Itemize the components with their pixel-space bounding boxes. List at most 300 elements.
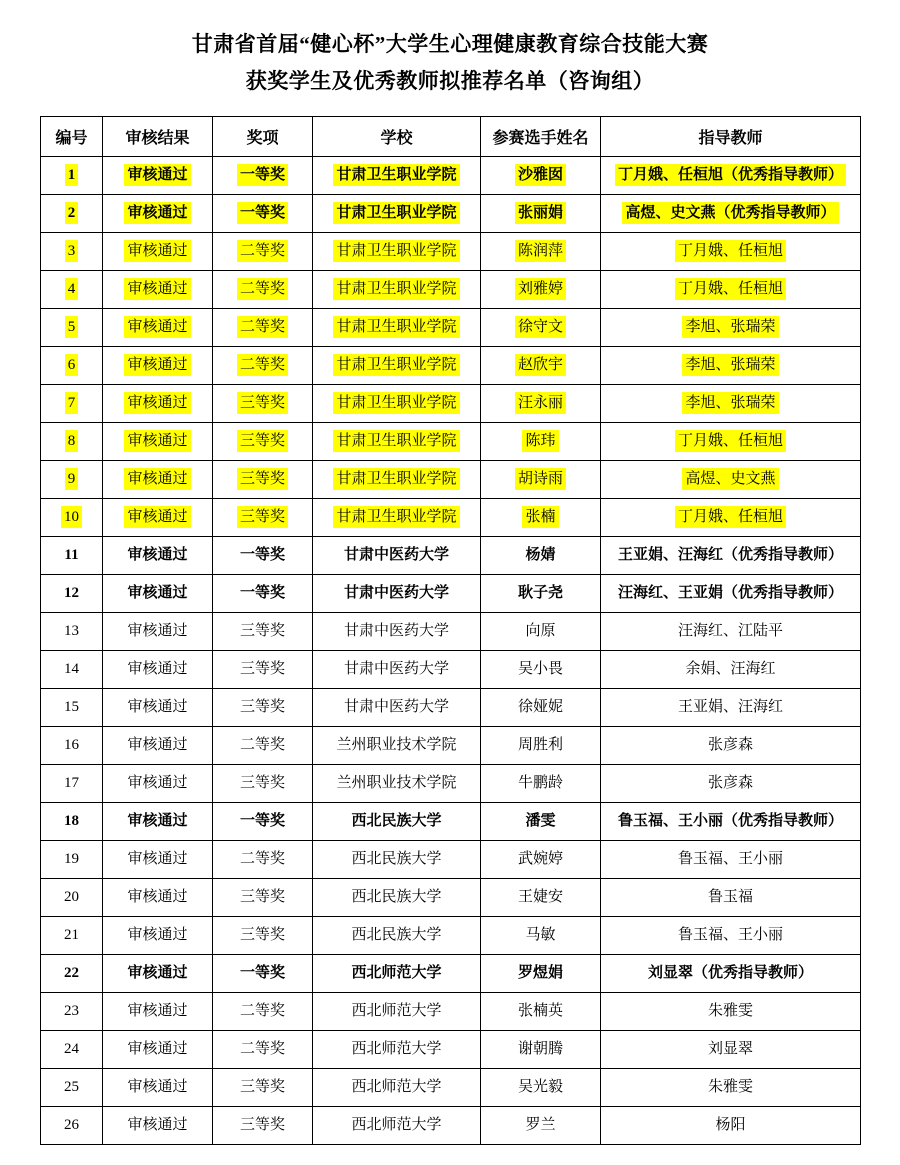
cell-teacher-text: 丁月娥、任桓旭: [675, 430, 786, 452]
cell-id: [41, 574, 103, 612]
cell-student-text: 张楠英: [517, 1002, 563, 1019]
cell-student-text: 罗煜娟: [517, 964, 563, 981]
table-header: [41, 116, 861, 156]
cell-school-text: 甘肃卫生职业学院: [333, 278, 459, 300]
table-row: [41, 574, 861, 612]
cell-teacher: [601, 954, 861, 992]
cell-school: [313, 612, 481, 650]
table-row: [41, 1030, 861, 1068]
cell-teacher: [601, 1068, 861, 1106]
cell-student-text: 向原: [525, 622, 556, 639]
cell-id: [41, 726, 103, 764]
cell-id: [41, 1030, 103, 1068]
cell-teacher: [601, 536, 861, 574]
cell-school-text: 西北民族大学: [351, 850, 442, 867]
table-row: [41, 764, 861, 802]
cell-award: [213, 726, 313, 764]
cell-teacher-text: 丁月娥、任桓旭（优秀指导教师）: [615, 164, 846, 186]
cell-school: [313, 308, 481, 346]
cell-teacher: [601, 878, 861, 916]
cell-award-text: 二等奖: [239, 1040, 285, 1057]
cell-teacher: [601, 232, 861, 270]
cell-id: [41, 270, 103, 308]
cell-school: [313, 422, 481, 460]
table-row: [41, 612, 861, 650]
column-header-id: 编号: [41, 116, 103, 156]
cell-audit-text: 审核通过: [124, 278, 190, 300]
cell-school-text: 西北民族大学: [351, 812, 442, 829]
cell-student-text: 杨婧: [525, 546, 556, 563]
cell-award-text: 三等奖: [237, 392, 288, 414]
cell-award: [213, 498, 313, 536]
cell-audit-text: 审核通过: [127, 926, 188, 943]
cell-student-text: 耿子尧: [517, 584, 563, 601]
cell-award-text: 三等奖: [237, 430, 288, 452]
cell-id-text: 9: [65, 468, 79, 490]
cell-id-text: 2: [65, 202, 79, 224]
cell-student: [481, 878, 601, 916]
cell-school-text: 西北师范大学: [351, 1002, 442, 1019]
document-title: [40, 26, 860, 100]
cell-award: [213, 422, 313, 460]
cell-teacher: [601, 194, 861, 232]
cell-teacher: [601, 1030, 861, 1068]
cell-student: [481, 1068, 601, 1106]
cell-teacher-text: 鲁玉福: [707, 888, 753, 905]
cell-teacher-text: 汪海红、江陆平: [677, 622, 783, 639]
table-row: [41, 156, 861, 194]
cell-audit: [103, 156, 213, 194]
cell-award: [213, 764, 313, 802]
cell-student: [481, 346, 601, 384]
cell-audit-text: 审核通过: [127, 1078, 188, 1095]
cell-student: [481, 270, 601, 308]
cell-audit: [103, 1030, 213, 1068]
cell-student-text: 赵欣宇: [515, 354, 566, 376]
cell-student: [481, 156, 601, 194]
cell-student: [481, 650, 601, 688]
cell-id-text: 4: [65, 278, 79, 300]
cell-award-text: 一等奖: [239, 546, 285, 563]
cell-id: [41, 156, 103, 194]
cell-id: [41, 840, 103, 878]
cell-award-text: 三等奖: [239, 698, 285, 715]
cell-student: [481, 840, 601, 878]
table-row: [41, 422, 861, 460]
cell-teacher-text: 张彦森: [707, 774, 753, 791]
cell-teacher-text: 李旭、张瑞荣: [682, 354, 778, 376]
cell-award-text: 三等奖: [239, 926, 285, 943]
cell-student-text: 陈玮: [522, 430, 558, 452]
cell-award: [213, 992, 313, 1030]
cell-audit-text: 审核通过: [124, 202, 190, 224]
cell-id: [41, 460, 103, 498]
cell-audit: [103, 688, 213, 726]
cell-audit: [103, 650, 213, 688]
cell-award-text: 三等奖: [239, 622, 285, 639]
cell-student: [481, 308, 601, 346]
cell-student-text: 武婉婷: [517, 850, 563, 867]
cell-teacher-text: 高煜、史文燕: [682, 468, 778, 490]
cell-id-text: 16: [64, 736, 79, 753]
cell-teacher-text: 鲁玉福、王小丽: [677, 850, 783, 867]
cell-school: [313, 574, 481, 612]
cell-audit-text: 审核通过: [124, 316, 190, 338]
cell-student-text: 刘雅婷: [515, 278, 566, 300]
cell-school-text: 甘肃卫生职业学院: [333, 354, 459, 376]
cell-student: [481, 954, 601, 992]
cell-student: [481, 498, 601, 536]
cell-audit: [103, 574, 213, 612]
cell-school-text: 甘肃卫生职业学院: [333, 506, 459, 528]
cell-id-text: 14: [64, 660, 79, 677]
title-line-1: 甘肃省首届“健心杯”大学生心理健康教育综合技能大赛: [191, 32, 709, 56]
cell-school-text: 甘肃中医药大学: [343, 584, 449, 601]
cell-award: [213, 650, 313, 688]
cell-audit-text: 审核通过: [124, 392, 190, 414]
cell-award-text: 一等奖: [239, 812, 285, 829]
cell-id-text: 19: [64, 850, 79, 867]
cell-id-text: 15: [64, 698, 79, 715]
cell-student: [481, 726, 601, 764]
cell-student-text: 罗兰: [525, 1116, 556, 1133]
cell-student-text: 吴光毅: [517, 1078, 563, 1095]
cell-school-text: 西北师范大学: [351, 964, 442, 981]
cell-id: [41, 802, 103, 840]
cell-teacher-text: 杨阳: [715, 1116, 746, 1133]
cell-audit-text: 审核通过: [127, 1002, 188, 1019]
cell-school-text: 西北民族大学: [351, 926, 442, 943]
cell-award: [213, 574, 313, 612]
cell-teacher-text: 王亚娟、汪海红（优秀指导教师）: [617, 546, 843, 563]
cell-student-text: 谢朝腾: [517, 1040, 563, 1057]
cell-teacher: [601, 764, 861, 802]
table-row: [41, 1068, 861, 1106]
cell-id-text: 8: [65, 430, 79, 452]
table-row: [41, 384, 861, 422]
cell-student: [481, 232, 601, 270]
cell-award: [213, 878, 313, 916]
cell-audit: [103, 802, 213, 840]
cell-school: [313, 384, 481, 422]
cell-student: [481, 460, 601, 498]
cell-audit-text: 审核通过: [127, 1116, 188, 1133]
cell-id-text: 18: [64, 812, 79, 829]
cell-school-text: 西北民族大学: [351, 888, 442, 905]
cell-teacher: [601, 612, 861, 650]
cell-award: [213, 916, 313, 954]
cell-teacher-text: 丁月娥、任桓旭: [675, 240, 786, 262]
cell-school: [313, 764, 481, 802]
cell-audit: [103, 878, 213, 916]
column-header-student: 参赛选手姓名: [481, 116, 601, 156]
cell-teacher: [601, 726, 861, 764]
cell-audit-text: 审核通过: [127, 584, 188, 601]
cell-teacher: [601, 460, 861, 498]
cell-teacher-text: 朱雅雯: [707, 1002, 753, 1019]
cell-student: [481, 194, 601, 232]
cell-student-text: 吴小畏: [517, 660, 563, 677]
cell-id-text: 11: [64, 546, 79, 563]
cell-award-text: 一等奖: [239, 584, 285, 601]
cell-id: [41, 1068, 103, 1106]
cell-school-text: 甘肃中医药大学: [343, 622, 449, 639]
table-row: [41, 650, 861, 688]
cell-teacher-text: 鲁玉福、王小丽: [677, 926, 783, 943]
cell-audit-text: 审核通过: [124, 164, 190, 186]
cell-teacher-text: 余娟、汪海红: [685, 660, 776, 677]
table-row: [41, 802, 861, 840]
cell-audit-text: 审核通过: [127, 1040, 188, 1057]
cell-award: [213, 384, 313, 422]
cell-school: [313, 156, 481, 194]
cell-audit-text: 审核通过: [127, 850, 188, 867]
cell-id: [41, 1106, 103, 1144]
cell-audit: [103, 460, 213, 498]
cell-school-text: 甘肃中医药大学: [343, 698, 449, 715]
table-row: [41, 878, 861, 916]
cell-teacher: [601, 156, 861, 194]
cell-id: [41, 992, 103, 1030]
cell-id: [41, 232, 103, 270]
cell-award: [213, 840, 313, 878]
cell-id: [41, 954, 103, 992]
cell-student-text: 胡诗雨: [515, 468, 566, 490]
cell-award-text: 三等奖: [237, 506, 288, 528]
cell-award-text: 一等奖: [237, 164, 288, 186]
cell-award: [213, 232, 313, 270]
cell-student-text: 陈润萍: [515, 240, 566, 262]
cell-award-text: 三等奖: [239, 888, 285, 905]
cell-student: [481, 536, 601, 574]
cell-award-text: 二等奖: [239, 850, 285, 867]
table-row: [41, 194, 861, 232]
cell-award: [213, 802, 313, 840]
cell-student-text: 沙雅囡: [515, 164, 566, 186]
cell-award: [213, 536, 313, 574]
cell-teacher: [601, 802, 861, 840]
column-header-teacher: 指导教师: [601, 116, 861, 156]
cell-teacher: [601, 840, 861, 878]
cell-school: [313, 460, 481, 498]
cell-award: [213, 270, 313, 308]
cell-id-text: 13: [64, 622, 79, 639]
cell-award-text: 二等奖: [237, 240, 288, 262]
cell-teacher-text: 汪海红、王亚娟（优秀指导教师）: [617, 584, 843, 601]
cell-teacher: [601, 270, 861, 308]
cell-student-text: 汪永丽: [515, 392, 566, 414]
cell-teacher-text: 高煜、史文燕（优秀指导教师）: [622, 202, 838, 224]
cell-school-text: 甘肃中医药大学: [343, 546, 449, 563]
cell-teacher: [601, 574, 861, 612]
cell-school: [313, 270, 481, 308]
table-row: [41, 498, 861, 536]
cell-id-text: 26: [64, 1116, 79, 1133]
cell-award: [213, 1068, 313, 1106]
cell-student-text: 徐娅妮: [517, 698, 563, 715]
cell-student: [481, 574, 601, 612]
cell-student-text: 张楠: [522, 506, 558, 528]
cell-school: [313, 954, 481, 992]
cell-audit-text: 审核通过: [127, 774, 188, 791]
cell-student: [481, 992, 601, 1030]
cell-teacher-text: 张彦森: [707, 736, 753, 753]
cell-teacher-text: 刘显翠: [707, 1040, 753, 1057]
table-row: [41, 954, 861, 992]
cell-teacher-text: 朱雅雯: [707, 1078, 753, 1095]
cell-id: [41, 536, 103, 574]
cell-id: [41, 612, 103, 650]
cell-audit: [103, 194, 213, 232]
table-row: [41, 232, 861, 270]
cell-teacher-text: 丁月娥、任桓旭: [675, 278, 786, 300]
cell-audit-text: 审核通过: [127, 812, 188, 829]
cell-id: [41, 650, 103, 688]
cell-audit: [103, 346, 213, 384]
table-row: [41, 726, 861, 764]
cell-student: [481, 688, 601, 726]
cell-id-text: 22: [64, 964, 79, 981]
cell-award-text: 三等奖: [239, 774, 285, 791]
cell-award: [213, 954, 313, 992]
table-row: [41, 460, 861, 498]
cell-award: [213, 612, 313, 650]
cell-award-text: 二等奖: [237, 278, 288, 300]
cell-id: [41, 384, 103, 422]
cell-id: [41, 916, 103, 954]
cell-school-text: 甘肃卫生职业学院: [333, 392, 459, 414]
cell-teacher: [601, 422, 861, 460]
table-row: [41, 346, 861, 384]
cell-teacher-text: 李旭、张瑞荣: [682, 316, 778, 338]
cell-school-text: 甘肃卫生职业学院: [333, 468, 459, 490]
cell-id-text: 6: [65, 354, 79, 376]
cell-id-text: 23: [64, 1002, 79, 1019]
cell-student-text: 张丽娟: [515, 202, 566, 224]
cell-audit-text: 审核通过: [127, 698, 188, 715]
cell-award: [213, 346, 313, 384]
cell-award: [213, 688, 313, 726]
cell-id-text: 7: [65, 392, 79, 414]
column-header-award: 奖项: [213, 116, 313, 156]
cell-award: [213, 460, 313, 498]
cell-teacher-text: 王亚娟、汪海红: [677, 698, 783, 715]
cell-award-text: 一等奖: [239, 964, 285, 981]
cell-school: [313, 916, 481, 954]
cell-teacher: [601, 384, 861, 422]
cell-audit: [103, 422, 213, 460]
cell-school: [313, 1030, 481, 1068]
cell-audit: [103, 840, 213, 878]
cell-teacher: [601, 308, 861, 346]
cell-school: [313, 802, 481, 840]
cell-student: [481, 384, 601, 422]
cell-audit: [103, 954, 213, 992]
cell-id-text: 1: [65, 164, 79, 186]
cell-student-text: 牛鹏龄: [517, 774, 563, 791]
cell-school: [313, 650, 481, 688]
cell-school-text: 甘肃卫生职业学院: [333, 316, 459, 338]
cell-school-text: 兰州职业技术学院: [336, 774, 457, 791]
cell-teacher-text: 刘显翠（优秀指导教师）: [647, 964, 813, 981]
cell-audit: [103, 1068, 213, 1106]
table-row: [41, 992, 861, 1030]
cell-award: [213, 1030, 313, 1068]
cell-award-text: 一等奖: [237, 202, 288, 224]
cell-audit: [103, 992, 213, 1030]
cell-school: [313, 232, 481, 270]
cell-audit: [103, 498, 213, 536]
cell-student: [481, 612, 601, 650]
cell-student-text: 潘雯: [525, 812, 556, 829]
cell-id: [41, 308, 103, 346]
cell-audit-text: 审核通过: [124, 506, 190, 528]
cell-id: [41, 498, 103, 536]
cell-award-text: 三等奖: [237, 468, 288, 490]
cell-id: [41, 764, 103, 802]
cell-audit-text: 审核通过: [127, 888, 188, 905]
cell-award: [213, 194, 313, 232]
cell-id: [41, 194, 103, 232]
cell-school-text: 西北师范大学: [351, 1040, 442, 1057]
cell-audit: [103, 916, 213, 954]
cell-student: [481, 764, 601, 802]
cell-school: [313, 992, 481, 1030]
cell-audit-text: 审核通过: [127, 546, 188, 563]
cell-id-text: 20: [64, 888, 79, 905]
cell-student: [481, 802, 601, 840]
cell-audit: [103, 384, 213, 422]
cell-audit-text: 审核通过: [124, 354, 190, 376]
table-row: [41, 840, 861, 878]
cell-award-text: 二等奖: [237, 316, 288, 338]
cell-id: [41, 346, 103, 384]
cell-audit: [103, 232, 213, 270]
cell-school-text: 兰州职业技术学院: [336, 736, 457, 753]
cell-student: [481, 422, 601, 460]
column-header-audit: 审核结果: [103, 116, 213, 156]
cell-school: [313, 1106, 481, 1144]
cell-award-text: 三等奖: [239, 1078, 285, 1095]
cell-teacher: [601, 916, 861, 954]
cell-id-text: 3: [65, 240, 79, 262]
cell-teacher: [601, 346, 861, 384]
table-row: [41, 270, 861, 308]
cell-award-text: 三等奖: [239, 660, 285, 677]
cell-school-text: 甘肃中医药大学: [343, 660, 449, 677]
cell-audit: [103, 536, 213, 574]
cell-student: [481, 1030, 601, 1068]
cell-award-text: 三等奖: [239, 1116, 285, 1133]
cell-audit-text: 审核通过: [127, 660, 188, 677]
cell-student: [481, 1106, 601, 1144]
cell-audit-text: 审核通过: [124, 468, 190, 490]
cell-audit-text: 审核通过: [124, 430, 190, 452]
cell-school-text: 甘肃卫生职业学院: [333, 164, 459, 186]
cell-audit: [103, 764, 213, 802]
cell-id: [41, 878, 103, 916]
cell-audit: [103, 308, 213, 346]
cell-audit: [103, 270, 213, 308]
cell-teacher-text: 李旭、张瑞荣: [682, 392, 778, 414]
cell-school: [313, 498, 481, 536]
cell-audit: [103, 612, 213, 650]
table-row: [41, 916, 861, 954]
cell-school-text: 甘肃卫生职业学院: [333, 240, 459, 262]
cell-teacher: [601, 498, 861, 536]
cell-audit-text: 审核通过: [127, 622, 188, 639]
table-row: [41, 536, 861, 574]
